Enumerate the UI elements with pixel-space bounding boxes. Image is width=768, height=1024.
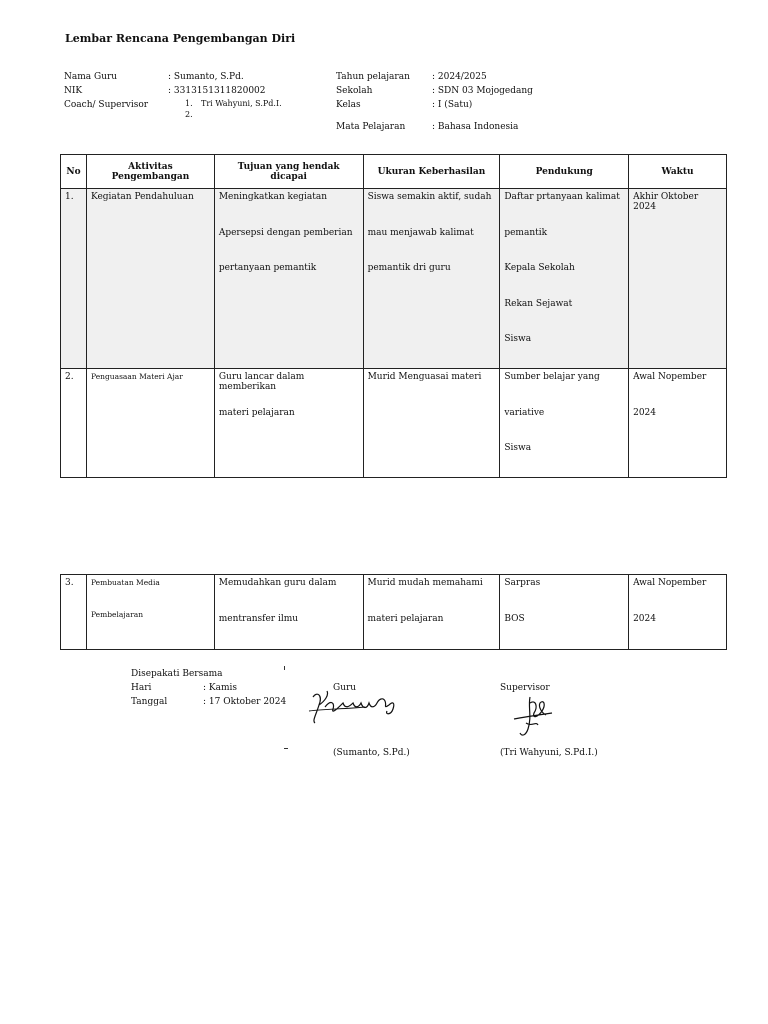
mapel-value: : Bahasa Indonesia [432,122,519,132]
table-header-row [61,155,727,189]
plan-table-continued [60,574,727,650]
row-ukuran: Murid Menguasai materi [363,369,500,478]
row-ukuran: Siswa semakin aktif, sudah mau menjawab kalimat pemantik dri guru [363,189,500,369]
row-waktu: Akhir Oktober 2024 [629,189,727,369]
coach-item: 2. [185,110,193,119]
row-ukuran: Murid mudah memahami materi pelajaran [363,575,500,650]
header-no: No [61,155,87,189]
row-tujuan: Memudahkan guru dalam mentransfer ilmu [214,575,363,650]
table-row [61,369,727,478]
tahun-label: Tahun pelajaran [336,72,410,82]
row-waktu: Awal Nopember 2024 [629,575,727,650]
row-tujuan: Meningkatkan kegiatan Apersepsi dengan pemberian pertanyaan pemantik [214,189,363,369]
document-title: Lembar Rencana Pengembangan Diri [65,32,296,45]
guru-signature [305,685,405,730]
agreement-label: Disepakati Bersama [131,669,223,679]
row-aktivitas: Pembuatan Media Pembelajaran [86,575,214,650]
mark [284,666,285,670]
supervisor-label: Supervisor [500,683,550,693]
header-aktivitas: Aktivitas Pengembangan [86,155,214,189]
row-pendukung: Sumber belajar yang variative Siswa [500,369,629,478]
coach-item: 1. Tri Wahyuni, S.Pd.I. [185,99,282,108]
mark [284,748,288,749]
row-waktu: Awal Nopember 2024 [629,369,727,478]
tanggal-label: Tanggal [131,697,168,707]
sekolah-label: Sekolah [336,86,373,96]
tahun-value: : 2024/2025 [432,72,487,82]
supervisor-name: (Tri Wahyuni, S.Pd.I.) [500,748,598,758]
header-pendukung: Pendukung [500,155,629,189]
table-row [61,575,727,650]
supervisor-signature [508,693,558,743]
coach-label: Coach/ Supervisor [64,100,149,110]
header-ukuran: Ukuran Keberhasilan [363,155,500,189]
row-aktivitas: Penguasaan Materi Ajar [86,369,214,478]
row-aktivitas: Kegiatan Pendahuluan [86,189,214,369]
nik-label: NIK [64,86,83,96]
sekolah-value: : SDN 03 Mojogedang [432,86,533,96]
table-row [61,189,727,369]
kelas-label: Kelas [336,100,361,110]
header-waktu: Waktu [629,155,727,189]
hari-value: : Kamis [203,683,238,693]
nama-guru-value: : Sumanto, S.Pd. [168,72,244,82]
guru-label: Guru [333,683,357,693]
row-no: 2. [61,369,87,478]
nama-guru-label: Nama Guru [64,72,118,82]
nik-value: : 3313151311820002 [168,86,266,96]
row-pendukung: Sarpras BOS [500,575,629,650]
mapel-label: Mata Pelajaran [336,122,406,132]
plan-table [60,154,727,478]
row-no: 1. [61,189,87,369]
coach-list [185,98,282,120]
kelas-value: : I (Satu) [432,100,473,110]
row-pendukung: Daftar prtanyaan kalimat pemantik Kepala Sekolah Rekan Sejawat Siswa [500,189,629,369]
row-no: 3. [61,575,87,650]
tanggal-value: : 17 Oktober 2024 [203,697,287,707]
row-tujuan: Guru lancar dalam memberikan materi pelajaran [214,369,363,478]
guru-name: (Sumanto, S.Pd.) [333,748,410,758]
header-tujuan: Tujuan yang hendak dicapai [214,155,363,189]
hari-label: Hari [131,683,152,693]
